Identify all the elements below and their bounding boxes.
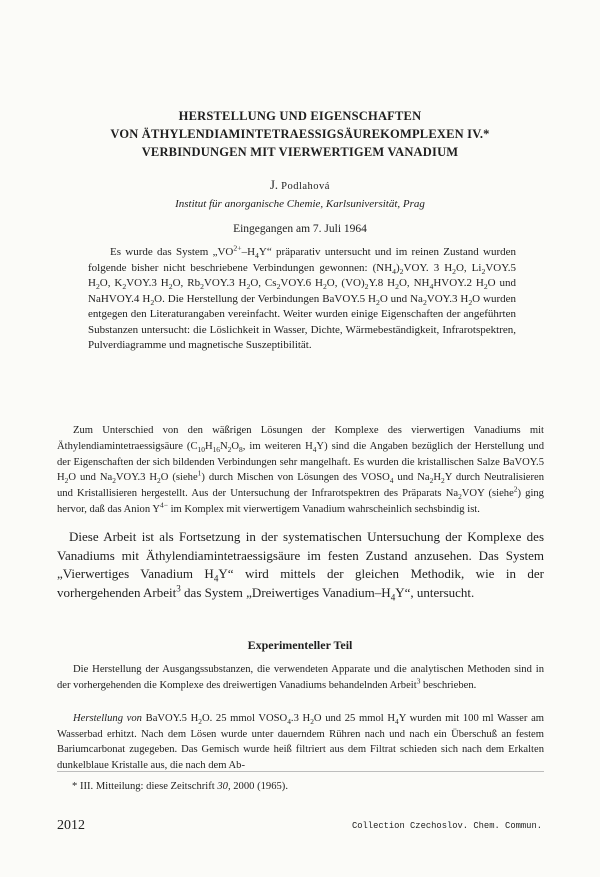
- abstract: Es wurde das System $„VO^{2+}-H_4Y“$ präparativ untersucht und im reinen Zustand wurden folgende bisher nicht beschriebene Verbindungen gewonnen: $(NH_4)_2VOY$. 3 $H_2O$, $Li_2VOY.5$ $H_2O$, $K_2VOY.3$ $H_2O$, $Rb_2VOY.3$ $H_2O$, $Cs_2VOY.6$ $H_2O$, $(VO)_2Y.8$ $H_2O$, $NH_4HVOY.2$ $H_2O$ und NaHVOY.4 $H_2O$. Die Herstellung der Verbindungen BaVOY.5 $H_2O$ und $Na_2VOY.3$ $H_2O$ wurden entgegen den Literaturangaben vereinfacht. Weiter wurden einige Eigenschaften der angeführten Substanzen untersucht: die Löslichkeit in Wasser, Dichte, Wärmebeständigkeit, Infrarotspektren, Pulverdiagramme und magnetische Suszeptibilität.: [88, 243, 517, 351]
- footnote-rule: [57, 771, 544, 772]
- footnote: * III. Mitteilung: diese Zeitschrift 30, 2000 (1965).: [72, 781, 288, 792]
- page-number: 2012: [57, 818, 85, 833]
- title-line-2: VON ÄTHYLENDIAMINTETRAESSIGSÄUREKOMPLEXEN IV.*: [110, 127, 490, 141]
- author: [0, 178, 600, 193]
- experimental-paragraph-1: Die Herstellung der Ausgangssubstanzen, die verwendeten Apparate und die analytischen Methoden sind in der vorhergehenden die Komplexe des dreiwertigen Vanadiums behandelnden Arbeit$^3$ beschrieben.: [57, 664, 544, 691]
- institution: Institut für anorganische Chemie, Karlsuniversität, Prag: [175, 198, 425, 210]
- title-line-1: HERSTELLUNG UND EIGENSCHAFTEN: [178, 109, 422, 123]
- experimental-paragraph-2: Herstellung von BaVOY.5 $H_2O$. 25 mmol $VOSO_4.3$ $H_2O$ und 25 mmol $H_4Y$ wurden mit 100 ml Wasser am Wasserbad erhitzt. Nach dem Lösen wurde unter dauerndem Rühren nach und nach ein Überschuß an festem Bariumcarbonat zugegeben. Das Gemisch wurde heiß filtriert aus dem Filtrat schieden sich nach dem Erkalten dunkelblaue Kristalle aus, die nach dem Ab-: [57, 713, 545, 771]
- continuation-paragraph: Diese Arbeit ist als Fortsetzung in der systematischen Untersuchung der Komplexe des Vanadiums mit Äthylendiamintetraessigsäure im festen Zustand anzusehen. Das System „Vierwertiges Vanadium $H_4Y“$ wird mittels der gleichen Methodik, wie in der vorhergehenden Arbeit$^3$ das System „Dreiwertiges Vanadium–$H_4Y“$, untersucht.: [57, 529, 544, 603]
- author-name: Podlahová: [281, 181, 330, 192]
- intro-paragraph: Zum Unterschied von den wäßrigen Lösungen der Komplexe des vierwertigen Vanadiums mit Äthylendiamintetraessigsäure ($C_{10}H_{16}N_2O_8$, im weiteren $H_4Y$) sind die Angaben bezüglich der Herstellung und der Eigenschaften der sich bildenden Verbindungen sehr mangelhaft. Es wurden die kristallischen Salze BaVOY.5 $H_2O$ und $Na_2VOY.3$ $H_2O$ (siehe$^1$) durch Mischen von Lösungen des $VOSO_4$ und $Na_2H_2Y$ durch Neutralisieren und Kristallisieren hergestellt. Aus der Untersuchung der Infrarotspektren des Präparats $Na_2VOY$ (siehe$^2$) ging hervor, daß das Anion $Y^{4-}$ im Komplex mit vierwertigem Vanadium wahrscheinlich sechsbindig ist.: [57, 425, 544, 515]
- journal-name: Collection Czechoslov. Chem. Commun.: [351, 821, 542, 831]
- author-initial: J.: [270, 178, 279, 192]
- section-heading: Experimenteller Teil: [247, 638, 353, 652]
- title-line-3: VERBINDUNGEN MIT VIERWERTIGEM VANADIUM: [141, 145, 459, 159]
- received-date: Eingegangen am 7. Juli 1964: [233, 223, 367, 235]
